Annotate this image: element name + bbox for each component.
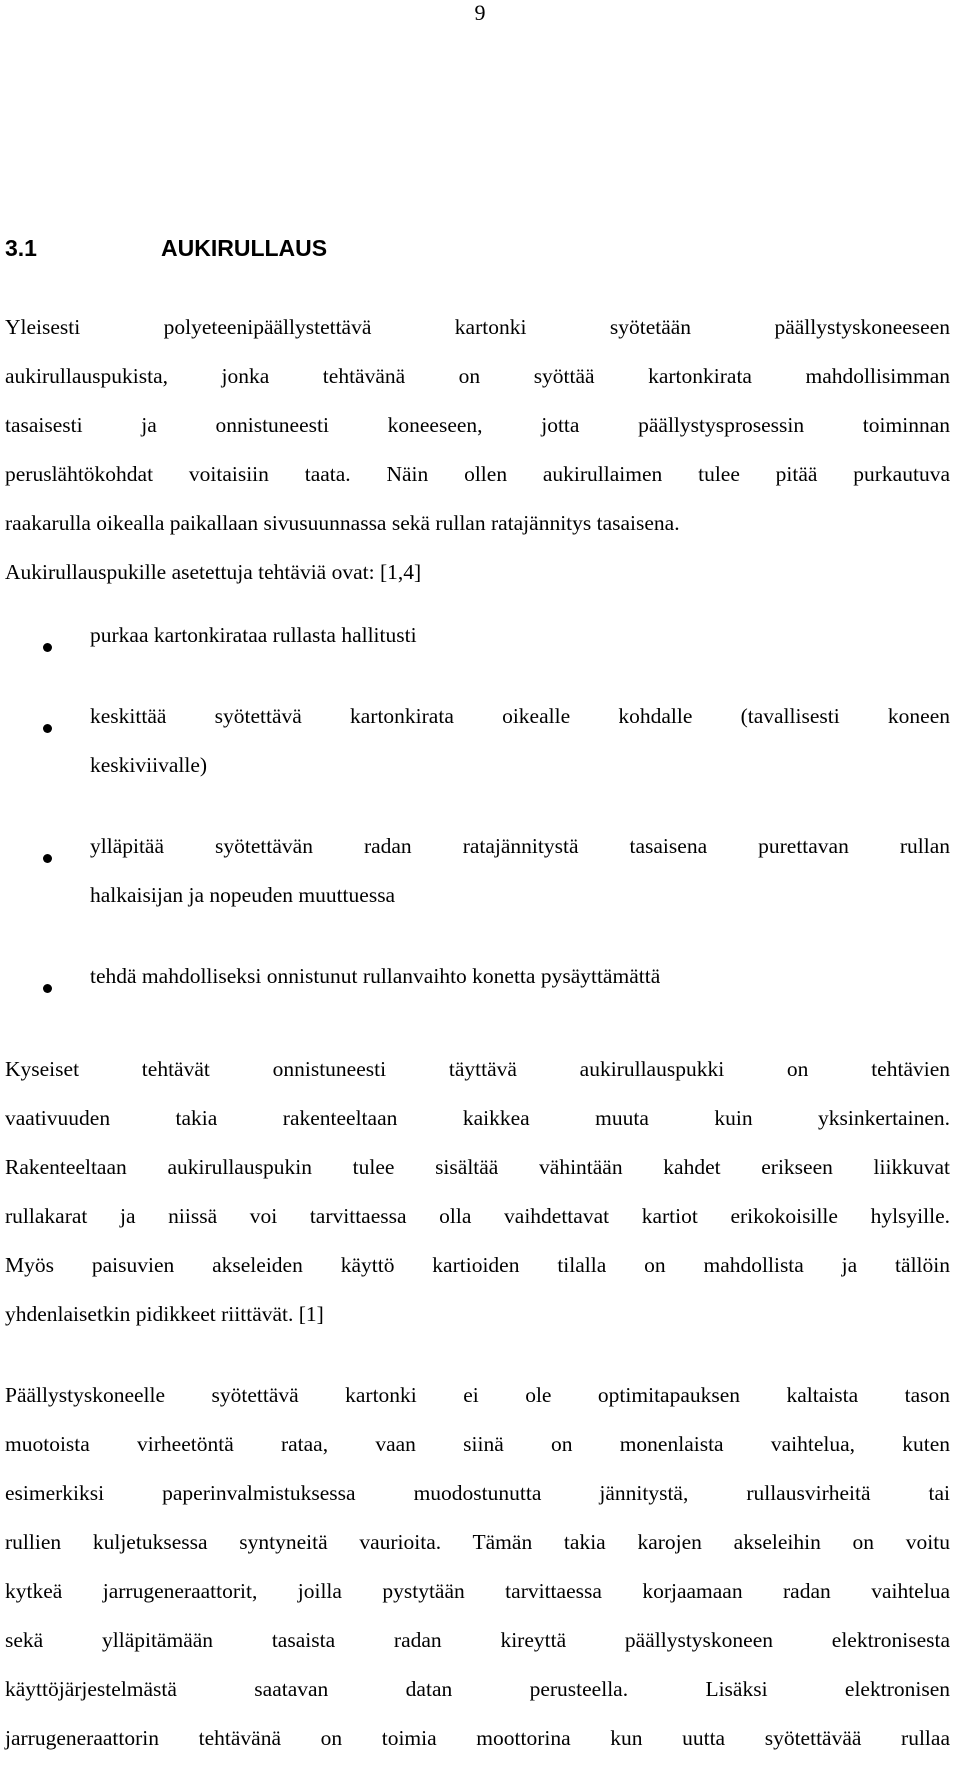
list-item-text: halkaisijan ja nopeuden muuttuessa (90, 883, 396, 907)
list-item-text: ylläpitää syötettävän radan ratajännitystä tasaisena purettavan rullan (90, 834, 950, 858)
text-line: Yleisesti polyeteenipäällystettävä kartonki syötetään päällystyskoneeseen (5, 315, 950, 339)
body-text (5, 303, 950, 1763)
list-item (5, 623, 950, 672)
section-number: 3.1 (5, 235, 37, 261)
list-item (5, 964, 950, 1013)
text-line: vaativuuden takia rakenteeltaan kaikkea muuta kuin yksinkertainen. (5, 1106, 950, 1130)
text-line: käyttöjärjestelmästä saatavan datan perusteella. Lisäksi elektronisen (5, 1677, 950, 1701)
text-line: raakarulla oikealla paikallaan sivusuunnassa sekä rullan ratajännitys tasaisena. (5, 511, 680, 535)
text-line: yhdenlaisetkin pidikkeet riittävät. [1] (5, 1302, 324, 1326)
text-line: aukirullauspukista, jonka tehtävänä on syöttää kartonkirata mahdollisimman (5, 364, 950, 388)
paragraph-gap (5, 1339, 950, 1371)
text-line: jarrugeneraattorin tehtävänä on toimia moottorina kun uutta syötettävää rullaa (5, 1726, 950, 1750)
text-line: muotoista virheetöntä rataa, vaan siinä on monenlaista vaihtelua, kuten (5, 1432, 950, 1456)
bullet-icon (43, 643, 52, 652)
list-item-text: purkaa kartonkirataa rullasta hallitusti (90, 623, 417, 647)
bullet-icon (43, 984, 52, 993)
task-list (5, 623, 950, 1013)
text-line: Myös paisuvien akseleiden käyttö kartioiden tilalla on mahdollista ja tällöin (5, 1253, 950, 1277)
list-item-text: keskittää syötettävä kartonkirata oikealle kohdalle (tavallisesti koneen (90, 704, 950, 728)
paragraph-3 (5, 1371, 950, 1763)
text-line: kytkeä jarrugeneraattorit, joilla pystytään tarvittaessa korjaamaan radan vaihtelua (5, 1579, 950, 1603)
text-line: Päällystyskoneelle syötettävä kartonki ei ole optimitapauksen kaltaista tason (5, 1383, 950, 1407)
list-item (5, 704, 950, 802)
text-line: rullien kuljetuksessa syntyneitä vaurioita. Tämän takia karojen akseleihin on voitu (5, 1530, 950, 1554)
text-line: esimerkiksi paperinvalmistuksessa muodostunutta jännitystä, rullausvirheitä tai (5, 1481, 950, 1505)
page-number: 9 (474, 0, 486, 25)
list-item-text: tehdä mahdolliseksi onnistunut rullanvaihto konetta pysäyttämättä (90, 964, 661, 988)
list-item (5, 834, 950, 932)
section-title: AUKIRULLAUS (161, 235, 328, 261)
list-item-text: keskiviivalle) (90, 753, 208, 777)
section-heading (5, 234, 327, 262)
paragraph-2 (5, 1045, 950, 1339)
text-line: rullakarat ja niissä voi tarvittaessa olla vaihdettavat kartiot erikokoisille hylsyille. (5, 1204, 950, 1228)
text-line: peruslähtökohdat voitaisiin taata. Näin ollen aukirullaimen tulee pitää purkautuva (5, 462, 950, 486)
text-line: Aukirullauspukille asetettuja tehtäviä ovat: [1,4] (5, 560, 422, 584)
text-line: Rakenteeltaan aukirullauspukin tulee sisältää vähintään kahdet erikseen liikkuvat (5, 1155, 950, 1179)
text-line: Kyseiset tehtävät onnistuneesti täyttävä aukirullauspukki on tehtävien (5, 1057, 950, 1081)
bullet-icon (43, 854, 52, 863)
text-line: sekä ylläpitämään tasaista radan kireyttä päällystyskoneen elektronisesta (5, 1628, 950, 1652)
text-line: tasaisesti ja onnistuneesti koneeseen, jotta päällystysprosessin toiminnan (5, 413, 950, 437)
bullet-icon (43, 724, 52, 733)
intro-paragraph (5, 303, 950, 597)
